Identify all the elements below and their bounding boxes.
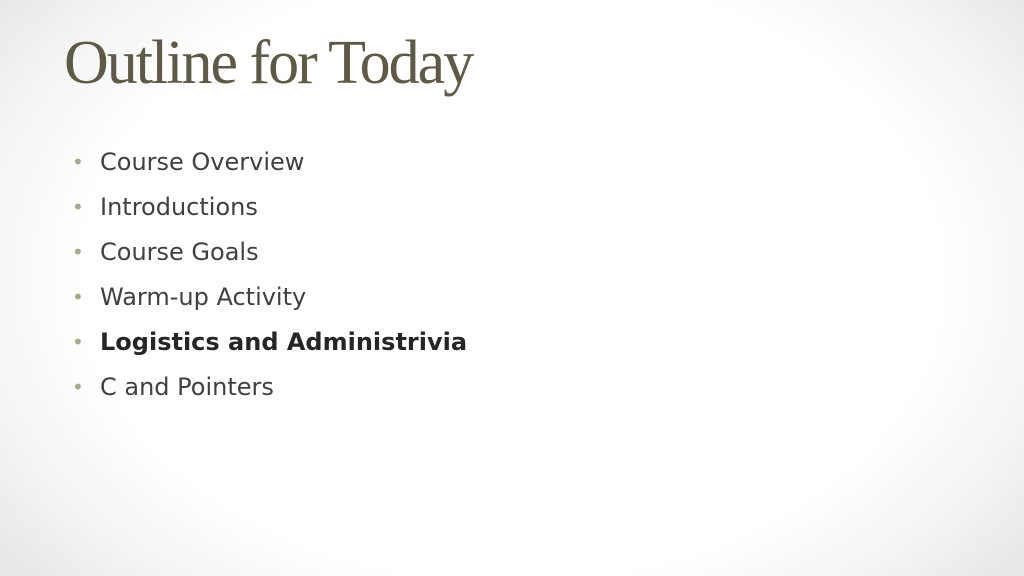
bullet-dot-icon: • [72,284,84,309]
slide-title: Outline for Today [64,29,473,97]
bullet-dot-icon: • [72,194,84,219]
bullet-text: Introductions [100,192,258,221]
bullet-dot-icon: • [72,374,84,399]
bullet-item-warm-up-activity [72,274,467,319]
bullet-text: Course Overview [100,147,305,176]
bullet-item-logistics-and-administrivia [72,319,467,364]
bullet-text: Warm-up Activity [100,282,307,311]
bullet-item-introductions [72,184,467,229]
bullet-list [72,139,467,409]
bullet-item-course-overview [72,139,467,184]
bullet-text: Logistics and Administrivia [100,327,468,356]
bullet-dot-icon: • [72,329,84,354]
bullet-dot-icon: • [72,239,84,264]
bullet-item-course-goals [72,229,467,274]
bullet-dot-icon: • [72,149,84,174]
bullet-item-c-and-pointers [72,364,467,409]
bullet-text: C and Pointers [100,372,274,401]
bullet-text: Course Goals [100,237,259,266]
